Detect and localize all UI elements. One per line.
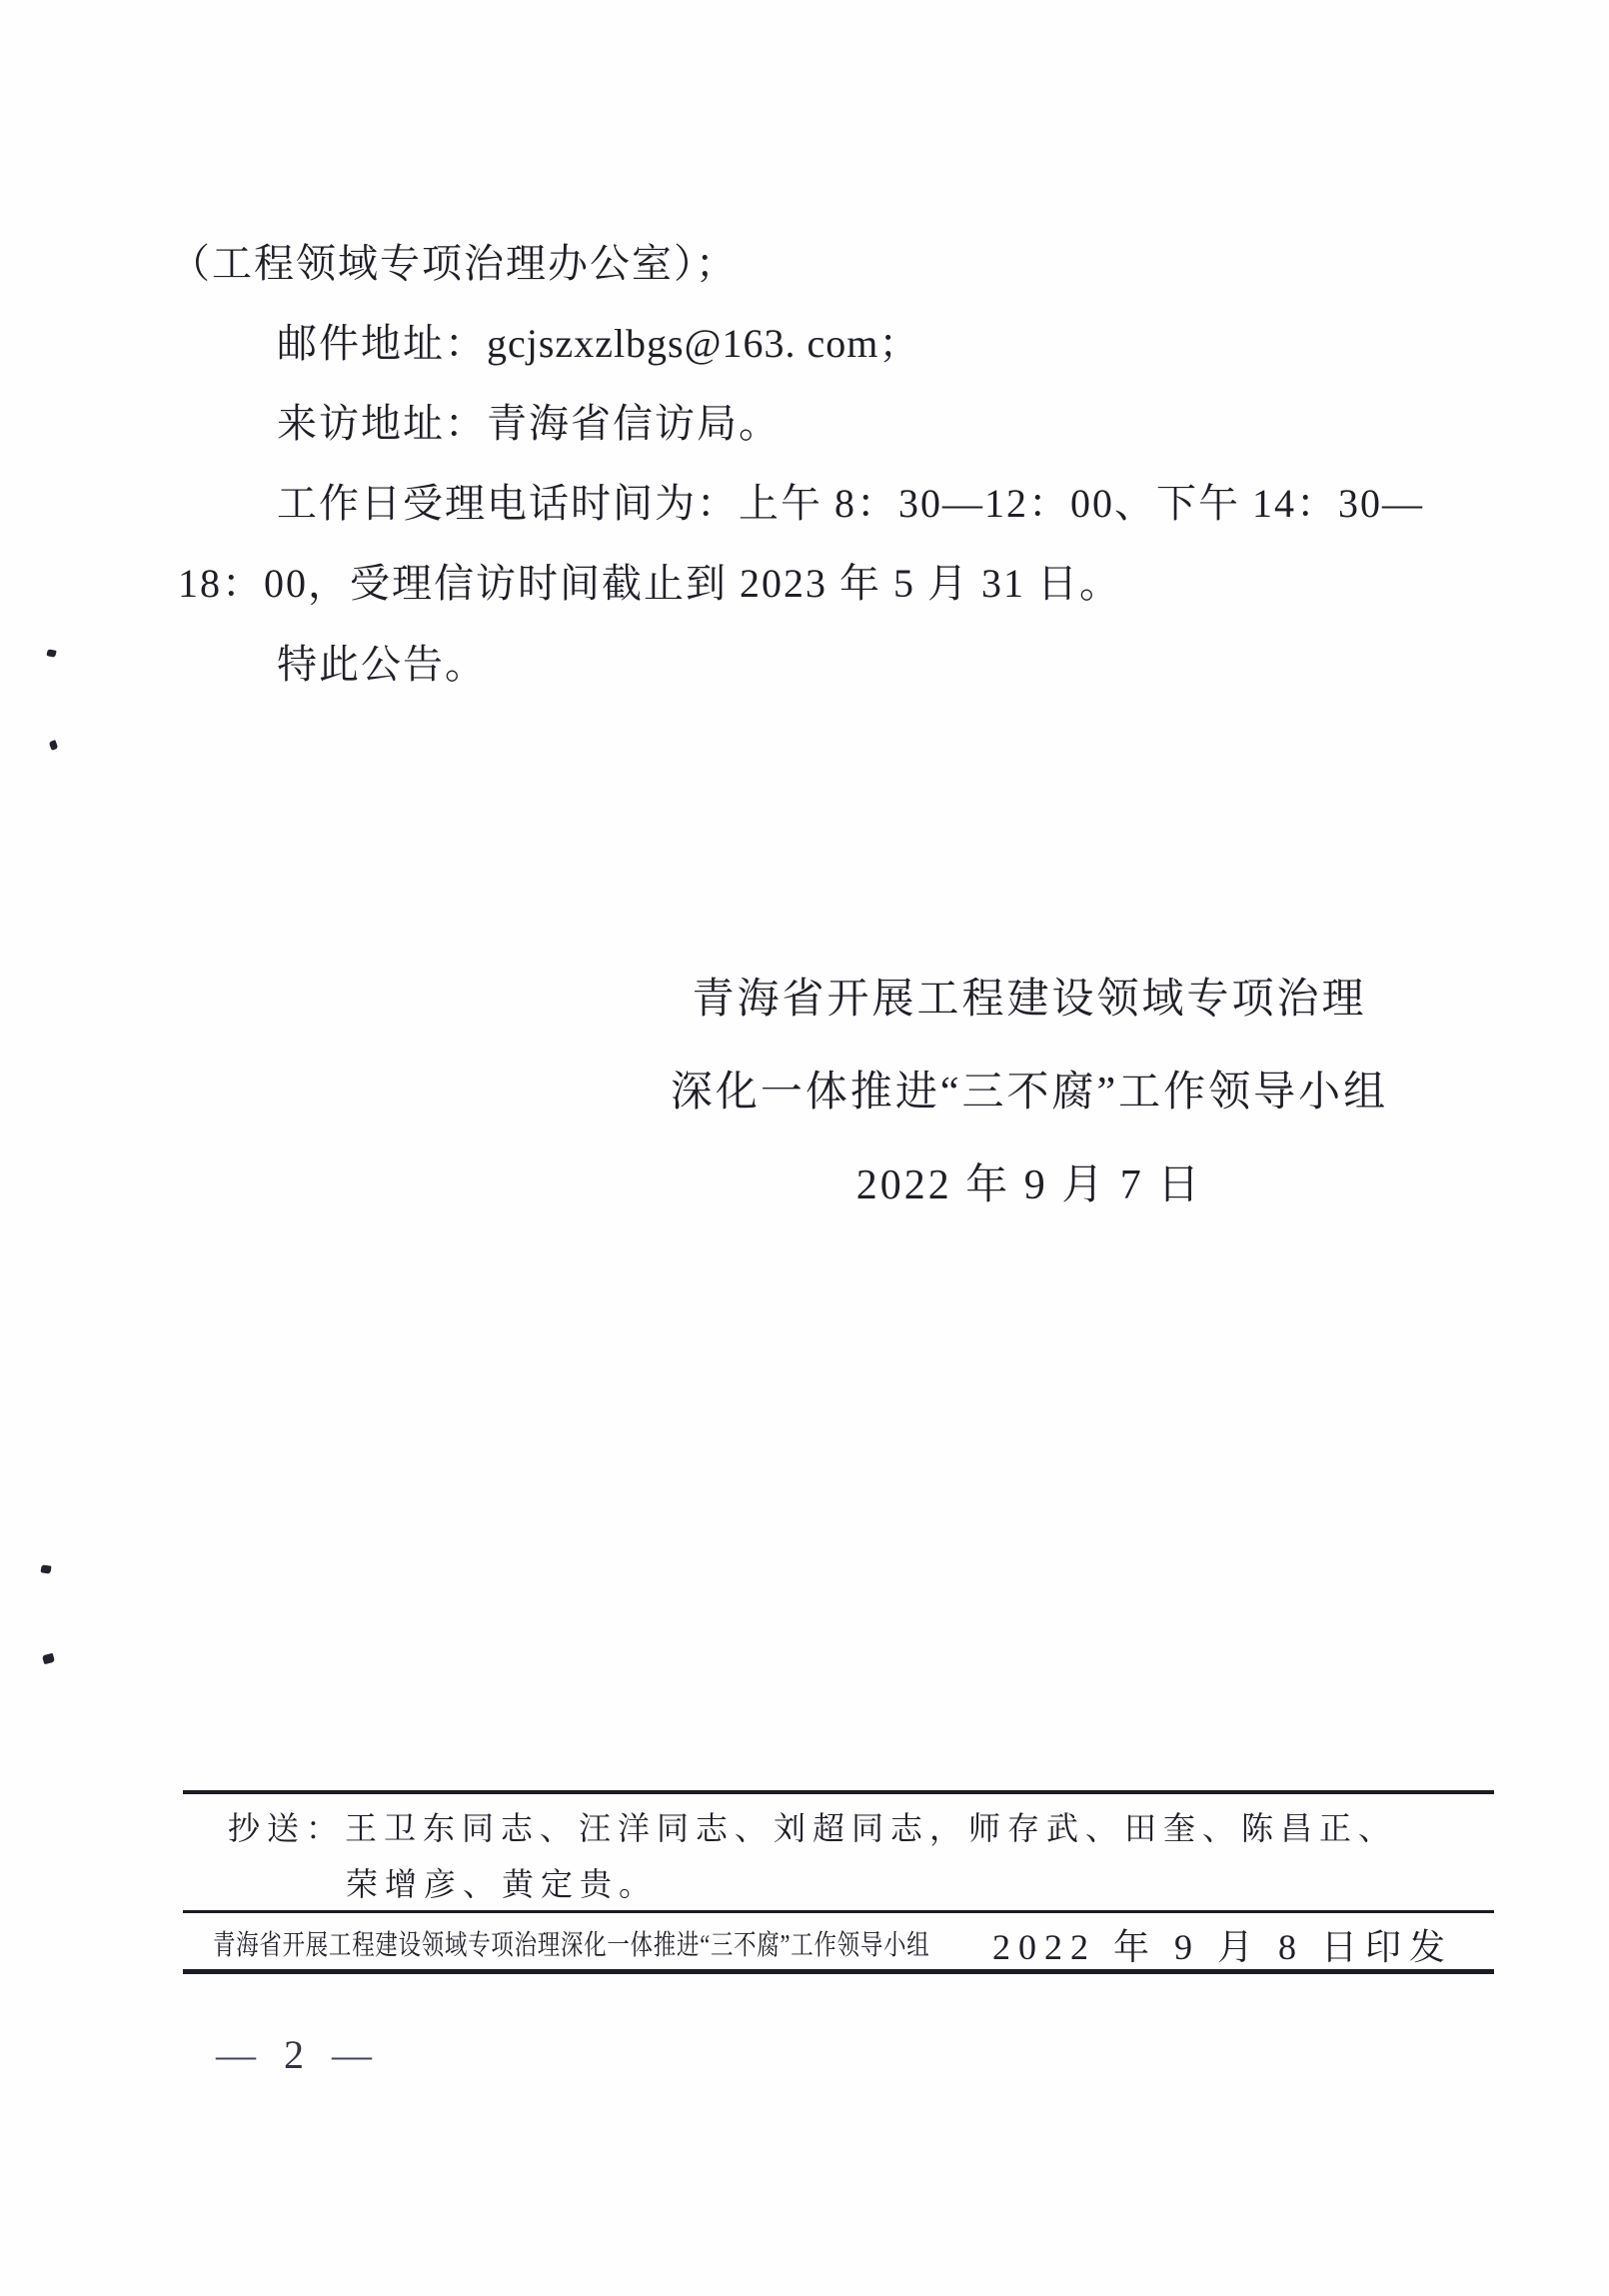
imprint-date: 2022 年 9 月 8 日印发 (992, 1927, 1454, 1967)
footer-rule-top (183, 1790, 1494, 1794)
signature-date: 2022 年 9 月 7 日 (855, 1162, 1203, 1208)
body-line-announcement: 特此公告。 (277, 642, 487, 687)
scan-speck (46, 649, 56, 658)
signature-org-line-2: 深化一体推进“三不腐”工作领导小组 (670, 1070, 1389, 1116)
body-line-phone-hours: 工作日受理电话时间为：上午 8：30—12：00、下午 14：30— (277, 481, 1424, 526)
body-line-visit-address: 来访地址：青海省信访局。 (277, 401, 781, 446)
email-label: 邮件地址： (277, 321, 487, 366)
body-line-office-continuation: （工程领域专项治理办公室）； (170, 241, 738, 286)
scan-speck (49, 740, 59, 751)
page-number-dash-right: — (332, 2032, 372, 2077)
scan-speck (42, 1653, 55, 1665)
email-address: gcjszxzlbgs@163. com； (487, 321, 920, 366)
page-number-dash-left: — (216, 2032, 256, 2077)
page-number-value: 2 (284, 2032, 304, 2077)
page-number (216, 2031, 372, 2078)
signature-org-line-1: 青海省开展工程建设领域专项治理 (692, 977, 1367, 1023)
footer-rule-middle (183, 1910, 1494, 1913)
body-line-deadline: 18：00，受理信访时间截止到 2023 年 5 月 31 日。 (178, 561, 1121, 606)
imprint-organization: 青海省开展工程建设领域专项治理深化一体推进“三不腐”工作领导小组 (213, 1930, 930, 1961)
scan-speck (40, 1564, 51, 1573)
cc-line-1: 抄送：王卫东同志、汪洋同志、刘超同志，师存武、田奎、陈昌正、 (228, 1810, 1398, 1846)
body-line-email (277, 320, 919, 368)
footer-rule-bottom (183, 1969, 1494, 1974)
cc-line-2: 荣增彦、黄定贵。 (346, 1866, 659, 1902)
